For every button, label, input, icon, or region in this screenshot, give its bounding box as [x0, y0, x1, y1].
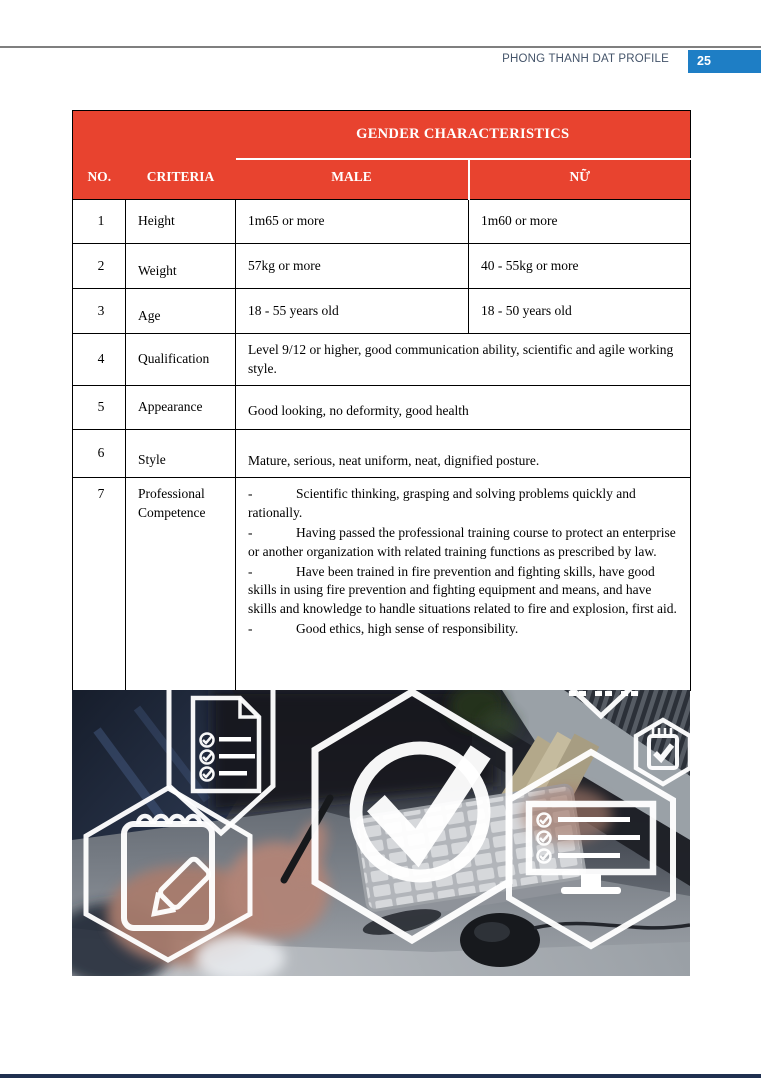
- nu-cell: 40 - 55kg or more: [469, 244, 691, 289]
- merged-cell: [236, 478, 691, 691]
- column-header-no: NO.: [73, 159, 126, 200]
- table-row: [73, 386, 691, 430]
- column-header-nu: NỮ: [469, 159, 691, 200]
- table-title: GENDER CHARACTERISTICS: [236, 111, 691, 159]
- male-cell: 1m65 or more: [236, 200, 469, 244]
- male-cell: 57kg or more: [236, 244, 469, 289]
- row-number: 1: [73, 200, 126, 244]
- table-row: [73, 334, 691, 386]
- criteria-cell: Appearance: [126, 386, 236, 430]
- table-row: [73, 430, 691, 478]
- footer-bar: [0, 1074, 761, 1078]
- merged-cell: Good looking, no deformity, good health: [236, 386, 691, 430]
- gender-characteristics-table: [72, 110, 691, 691]
- table-title-row: [73, 111, 691, 159]
- table-row: [73, 244, 691, 289]
- row-number: 2: [73, 244, 126, 289]
- column-header-criteria: CRITERIA: [126, 159, 236, 200]
- criteria-cell: Weight: [126, 244, 236, 289]
- photo-background: [72, 690, 690, 976]
- merged-cell: Level 9/12 or higher, good communication ability, scientific and agile working style.: [236, 334, 691, 386]
- criteria-cell: Qualification: [126, 334, 236, 386]
- bullet-item: - Having passed the professional training course to protect an enterprise or another organization with related training functions as prescribed by law.: [248, 524, 676, 559]
- criteria-cell: Style: [126, 430, 236, 478]
- row-number: 7: [73, 478, 126, 691]
- criteria-cell: Age: [126, 289, 236, 334]
- table-row: [73, 200, 691, 244]
- nu-cell: 1m60 or more: [469, 200, 691, 244]
- row-number: 6: [73, 430, 126, 478]
- criteria-cell: Height: [126, 200, 236, 244]
- bullet-item: - Scientific thinking, grasping and solving problems quickly and rationally.: [248, 486, 636, 520]
- merged-cell: Mature, serious, neat uniform, neat, dignified posture.: [236, 430, 691, 478]
- checklist-photo: [72, 690, 690, 976]
- male-cell: 18 - 55 years old: [236, 289, 469, 334]
- table-row: [73, 478, 691, 691]
- table-title-spacer: [73, 111, 236, 159]
- row-number: 3: [73, 289, 126, 334]
- bullet-item: - Have been trained in fire prevention and fighting skills, have good skills in using fire prevention and fighting equipment and means, and have skills and knowledge to handle situations related to fire and explosion, first aid.: [248, 563, 677, 617]
- nu-cell: 18 - 50 years old: [469, 289, 691, 334]
- page-number-badge: 25: [688, 50, 761, 73]
- row-number: 5: [73, 386, 126, 430]
- column-header-male: MALE: [236, 159, 469, 200]
- header-profile-label: PHONG THANH DAT PROFILE: [502, 53, 669, 65]
- row-number: 4: [73, 334, 126, 386]
- table-row: [73, 289, 691, 334]
- header-rule: [0, 46, 761, 48]
- bullet-item: - Good ethics, high sense of responsibility.: [248, 621, 519, 637]
- table-header-row: [73, 159, 691, 200]
- criteria-cell: Professional Competence: [126, 478, 236, 691]
